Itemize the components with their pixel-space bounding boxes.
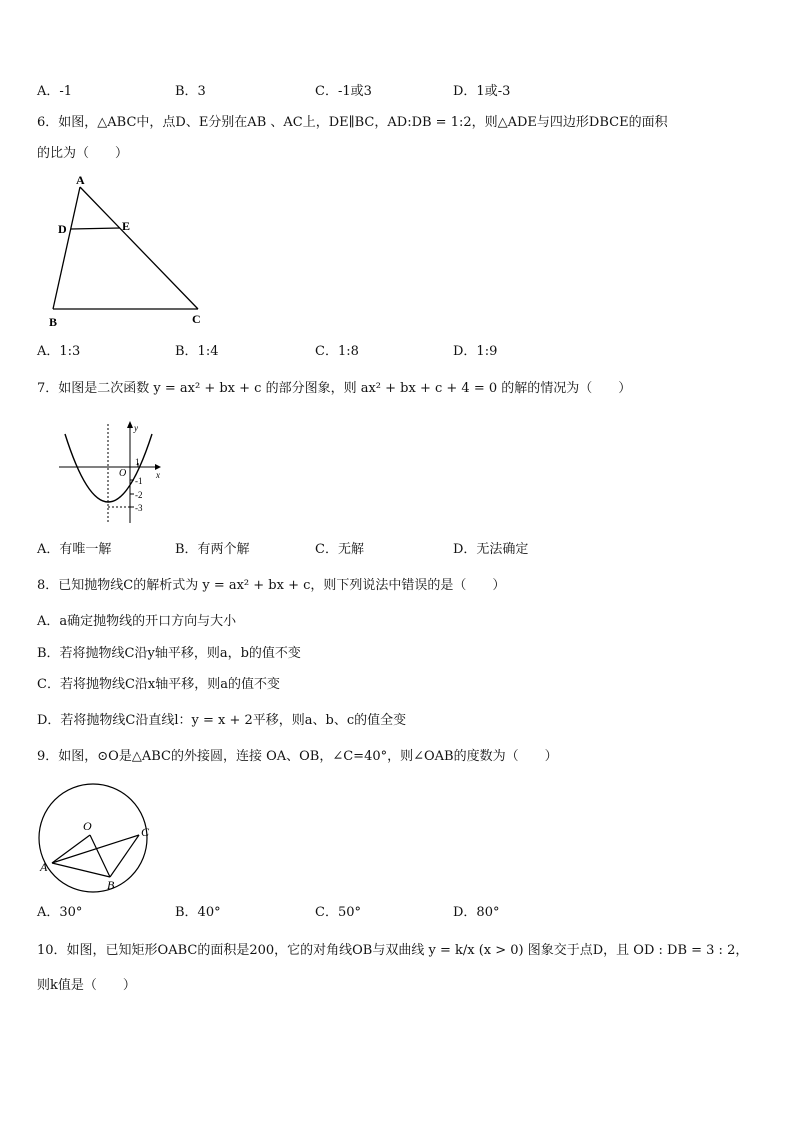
q9-option-b: B．40° [175, 905, 221, 920]
q7-label-y: y [134, 423, 138, 433]
q7-option-c: C．无解 [315, 542, 364, 557]
q7-parabola-figure [55, 418, 170, 528]
q6-label-a: A [76, 173, 85, 187]
q8-option-d: D．若将抛物线C沿直线l：y = x + 2平移，则a、b、c的值全变 [37, 713, 407, 728]
q6-stem-line2: 的比为（ ） [37, 146, 129, 161]
q9-label-c: C [141, 825, 150, 839]
q6-label-b: B [49, 315, 58, 329]
q6-label-d: D [58, 222, 67, 236]
q6-option-d: D．1:9 [453, 344, 498, 359]
q9-stem: 9．如图，⊙O是△ABC的外接圆，连接 OA、OB，∠C=40°，则∠OAB的度数为（ ） [37, 749, 558, 764]
q7-stem: 7．如图是二次函数 y = ax² + bx + c 的部分图象，则 ax² + bx + c + 4 = 0 的解的情况为（ ） [37, 381, 632, 396]
q7-label-neg1: -1 [135, 476, 143, 486]
q6-label-e: E [122, 219, 131, 233]
q6-option-b: B．1:4 [175, 344, 219, 359]
q10-stem-line1: 10．如图，已知矩形OABC的面积是200，它的对角线OB与双曲线 y = k/x (x > 0) 图象交于点D，且 OD : DB = 3 : 2， [37, 943, 749, 958]
q5-option-b: B．3 [175, 84, 206, 99]
q6-option-c: C．1:8 [315, 344, 359, 359]
q7-label-x: x [156, 470, 160, 480]
q9-option-c: C．50° [315, 905, 361, 920]
q5-option-d: D．1或-3 [453, 84, 511, 99]
q8-option-c: C．若将抛物线C沿x轴平移，则a的值不变 [37, 677, 280, 692]
q8-option-b: B．若将抛物线C沿y轴平移，则a，b的值不变 [37, 646, 301, 661]
q7-option-a: A．有唯一解 [37, 542, 112, 557]
q9-label-a: A [40, 860, 48, 874]
q7-label-neg2: -2 [135, 490, 143, 500]
q9-label-o: O [83, 819, 92, 833]
q6-option-a: A．1:3 [37, 344, 81, 359]
q9-option-a: A．30° [37, 905, 83, 920]
q8-stem: 8．已知抛物线C的解析式为 y = ax² + bx + c，则下列说法中错误的是（ ） [37, 578, 506, 593]
q9-option-d: D．80° [453, 905, 500, 920]
q7-option-b: B．有两个解 [175, 542, 250, 557]
q7-label-neg3: -3 [135, 503, 143, 513]
q9-circle-figure [35, 780, 165, 895]
q9-label-b: B [107, 878, 115, 892]
q7-label-origin: O [119, 468, 127, 479]
q5-option-a: A．-1 [37, 84, 73, 99]
q8-option-a: A．a确定抛物线的开口方向与大小 [37, 614, 237, 629]
q5-option-c: C．-1或3 [315, 84, 372, 99]
q7-label-1: 1 [135, 457, 140, 467]
q10-stem-line2: 则k值是（ ） [37, 978, 136, 993]
q7-option-d: D．无法确定 [453, 542, 529, 557]
q6-label-c: C [192, 312, 201, 326]
q6-stem-line1: 6．如图，△ABC中，点D、E分别在AB 、AC上，DE∥BC，AD:DB = 1:2，则△ADE与四边形DBCE的面积 [37, 115, 668, 130]
q6-triangle-figure [40, 170, 220, 335]
